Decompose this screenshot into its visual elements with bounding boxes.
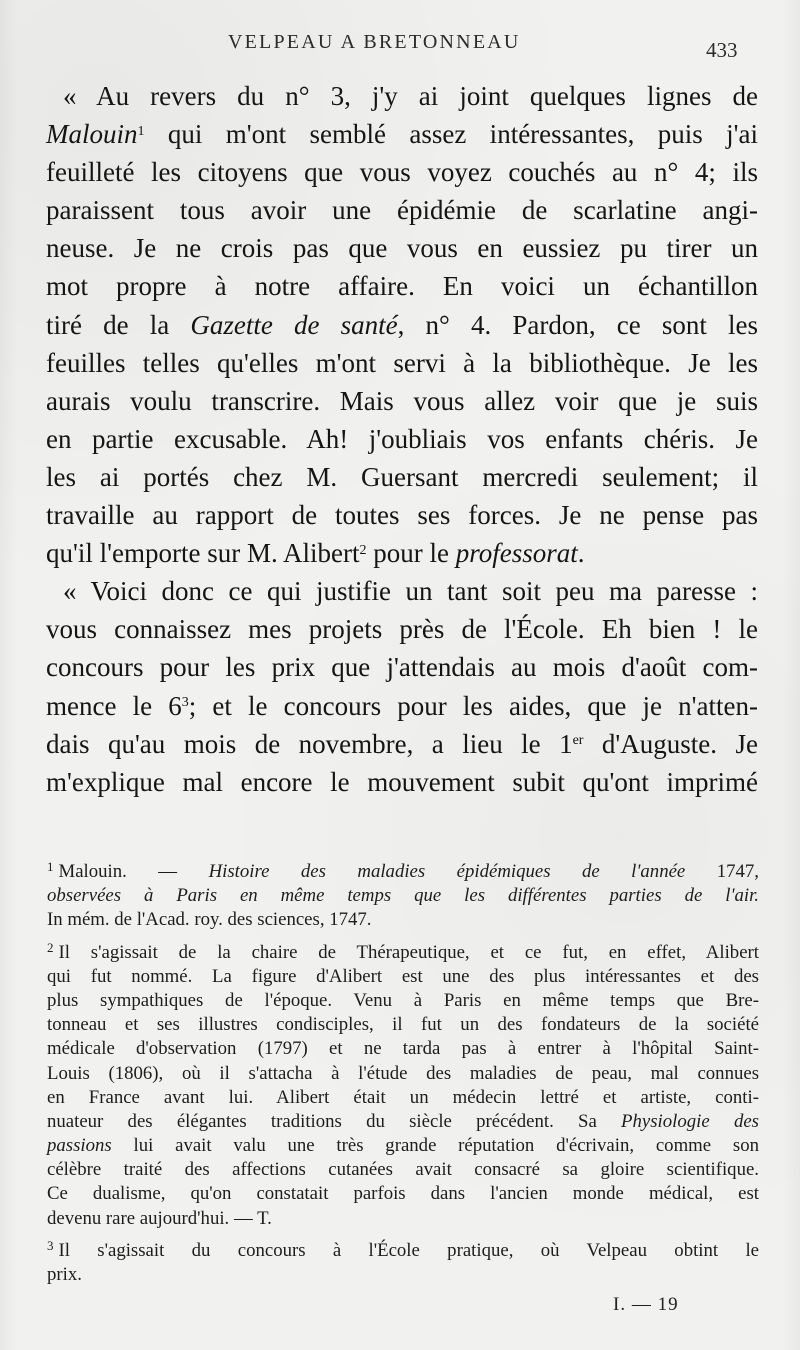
text-line: neuse. Je ne crois pas que vous en eussiez pu tirer un: [46, 233, 758, 264]
footnote-fragment: Il s'agissait de la chaire de Thérapeutique, et ce fut, en effet, Alibert: [58, 941, 759, 963]
footnote-number: 2: [47, 939, 54, 955]
text-line: « Au revers du n° 3, j'y ai joint quelques lignes de: [63, 81, 758, 111]
text-line: « Voici donc ce qui justifie un tant soit peu ma paresse :: [63, 576, 758, 607]
text-fragment: .: [577, 538, 585, 569]
footnote-line: [47, 860, 759, 884]
text-fragment: qui m'ont semblé assez intéressantes, puis j'ai: [167, 119, 758, 150]
footnotes: [47, 860, 759, 1295]
text-line: [46, 725, 758, 763]
footnote-ref-1: 1: [137, 122, 145, 139]
text-line: mot propre à notre affaire. En voici un échantillon: [46, 271, 758, 302]
footnote-ref-2: 2: [359, 541, 367, 558]
footnote-number: 3: [47, 1237, 54, 1253]
gazette-italic: Gazette de santé: [190, 309, 398, 340]
footnote-line: [47, 1239, 759, 1263]
footnote-line: Ce dualisme, qu'on constatait parfois dans l'ancien monde médical, est: [47, 1183, 759, 1205]
text-line: en partie excusable. Ah! j'oubliais vos enfants chéris. Je: [46, 423, 758, 454]
text-line: feuilles telles qu'elles m'ont servi à la bibliothèque. Je les: [46, 347, 758, 378]
footnote-number: 1: [47, 859, 54, 874]
text-line: m'explique mal encore le mouvement subit qu'ont imprimé: [46, 766, 758, 797]
footnote-line: tonneau et ses illustres condisciples, il fut un des fondateurs de la société: [47, 1014, 759, 1036]
physiologie-italic: Physiologie des: [621, 1110, 759, 1132]
text-fragment: qu'il l'emporte sur M. Alibert: [46, 538, 360, 569]
footnote-fragment: nuateur des élégantes traditions du siècle précédent. Sa: [47, 1110, 597, 1132]
footnote-line: célèbre traité des affections cutanées avait consacré sa gloire scientifique.: [47, 1159, 759, 1181]
text-line: concours pour les prix que j'attendais au mois d'août com-: [46, 652, 758, 683]
footnote-line: médicale d'observation (1797) et ne tarda pas à entrer à l'hôpital Saint-: [47, 1038, 759, 1060]
malouin-italic: Malouin: [46, 119, 138, 150]
text-line: travaille au rapport de toutes ses forces. Je ne pense pas: [46, 500, 758, 531]
footnote-line: [47, 1110, 759, 1134]
footnote-1: [47, 860, 759, 933]
passions-italic: passions: [47, 1135, 112, 1157]
text-line: [46, 687, 758, 725]
running-header: VELPEAU A BRETONNEAU: [228, 31, 521, 53]
text-line: aurais voulu transcrire. Mais vous allez voir que je suis: [46, 385, 758, 416]
text-line: paraissent tous avoir une épidémie de scarlatine angi-: [46, 195, 758, 226]
text-line: [46, 534, 758, 572]
footnote-line: qui fut nommé. La figure d'Alibert est une des plus intéressantes et des: [47, 965, 759, 987]
footnote-fragment: Malouin. —: [58, 861, 178, 882]
page-number: 433: [706, 38, 738, 62]
footnote-line: plus sympathiques de l'époque. Venu à Paris en même temps que Bre-: [47, 989, 759, 1011]
text-line: [46, 306, 758, 344]
footnote-line: [47, 1134, 759, 1158]
footnote-line: devenu rare aujourd'hui. — T.: [47, 1207, 272, 1229]
professorat-italic: professorat: [455, 538, 578, 569]
footnote-italic: Histoire des maladies épidémiques de l'année: [208, 861, 686, 882]
footnote-2: [47, 941, 759, 1231]
footnote-fragment: Il s'agissait du concours à l'École pratique, où Velpeau obtint le: [58, 1239, 759, 1261]
footnote-fragment: 1747,: [716, 861, 759, 882]
footnote-3: [47, 1239, 759, 1287]
footnote-line: prix.: [47, 1264, 82, 1285]
text-line: feuilleté les citoyens que vous voyez couchés au n° 4; ils: [46, 157, 758, 188]
superscript-er: er: [572, 732, 584, 749]
signature-mark: I. — 19: [613, 1294, 679, 1315]
text-fragment: mence le 6: [46, 690, 182, 721]
text-fragment: d'Auguste. Je: [583, 728, 758, 759]
text-fragment: ; et le concours pour les aides, que je n'atten-: [188, 690, 758, 721]
footnote-line: [47, 941, 759, 965]
text-line: [46, 115, 758, 153]
text-fragment: , n° 4. Pardon, ce sont les: [397, 309, 759, 340]
footnote-ref-3: 3: [181, 694, 189, 711]
text-fragment: tiré de la: [46, 309, 170, 340]
main-text: [46, 77, 758, 801]
footnote-line: In mém. de l'Acad. roy. des sciences, 1747.: [47, 909, 372, 931]
footnote-fragment: lui avait valu une très grande réputation d'écrivain, comme son: [133, 1135, 759, 1157]
footnote-line: observées à Paris en même temps que les différentes parties de l'air.: [47, 885, 759, 907]
footnote-line: en France avant lui. Alibert était un médecin lettré et artiste, conti-: [47, 1086, 759, 1108]
footnote-line: Louis (1806), où il s'attacha à l'étude des maladies de peau, mal connues: [47, 1062, 759, 1084]
text-fragment: pour le: [373, 538, 449, 569]
text-line: vous connaissez mes projets près de l'École. Eh bien ! le: [46, 614, 758, 645]
text-fragment: dais qu'au mois de novembre, a lieu le 1: [46, 728, 573, 759]
text-line: les ai portés chez M. Guersant mercredi seulement; il: [46, 461, 758, 492]
